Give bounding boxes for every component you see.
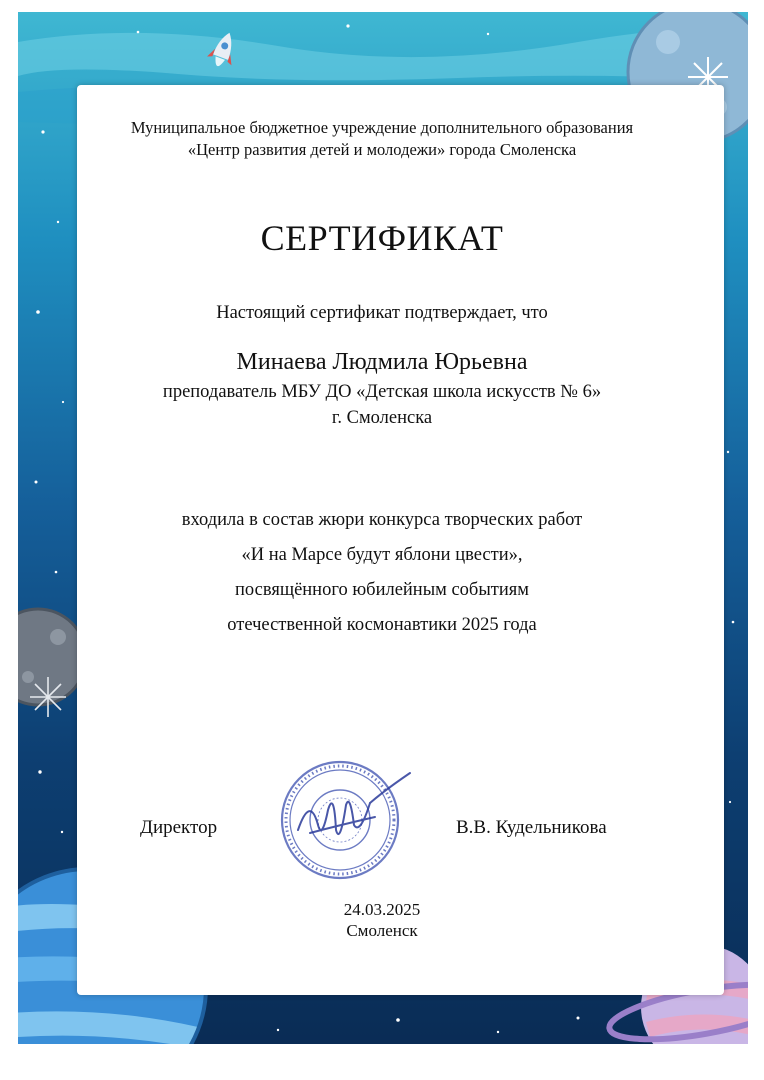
recipient-city: г. Смоленска: [331, 408, 433, 428]
organization-line-2: «Центр развития детей и молодежи» города Смоленска: [187, 140, 577, 159]
recipient-name: Минаева Людмила Юрьевна: [236, 349, 528, 375]
organization-line-1: Муниципальное бюджетное учреждение дополнительного образования: [130, 118, 634, 137]
issue-place: Смоленск: [346, 921, 418, 940]
body-line-2: «И на Марсе будут яблони цвести»,: [241, 545, 523, 565]
seal-stamp-with-signature: [270, 755, 420, 885]
body-line-3: посвящённого юбилейным событиям: [235, 580, 529, 600]
issue-date: 24.03.2025: [343, 900, 421, 919]
body-line-1: входила в состав жюри конкурса творческих работ: [181, 510, 583, 530]
signer-role: Директор: [140, 817, 218, 838]
body-line-4: отечественной космонавтики 2025 года: [227, 615, 537, 635]
certificate-title: СЕРТИФИКАТ: [260, 218, 504, 258]
signer-name: В.В. Кудельникова: [456, 817, 607, 838]
recipient-position: преподаватель МБУ ДО «Детская школа искусств № 6»: [162, 382, 602, 402]
confirms-text: Настоящий сертификат подтверждает, что: [216, 303, 548, 323]
